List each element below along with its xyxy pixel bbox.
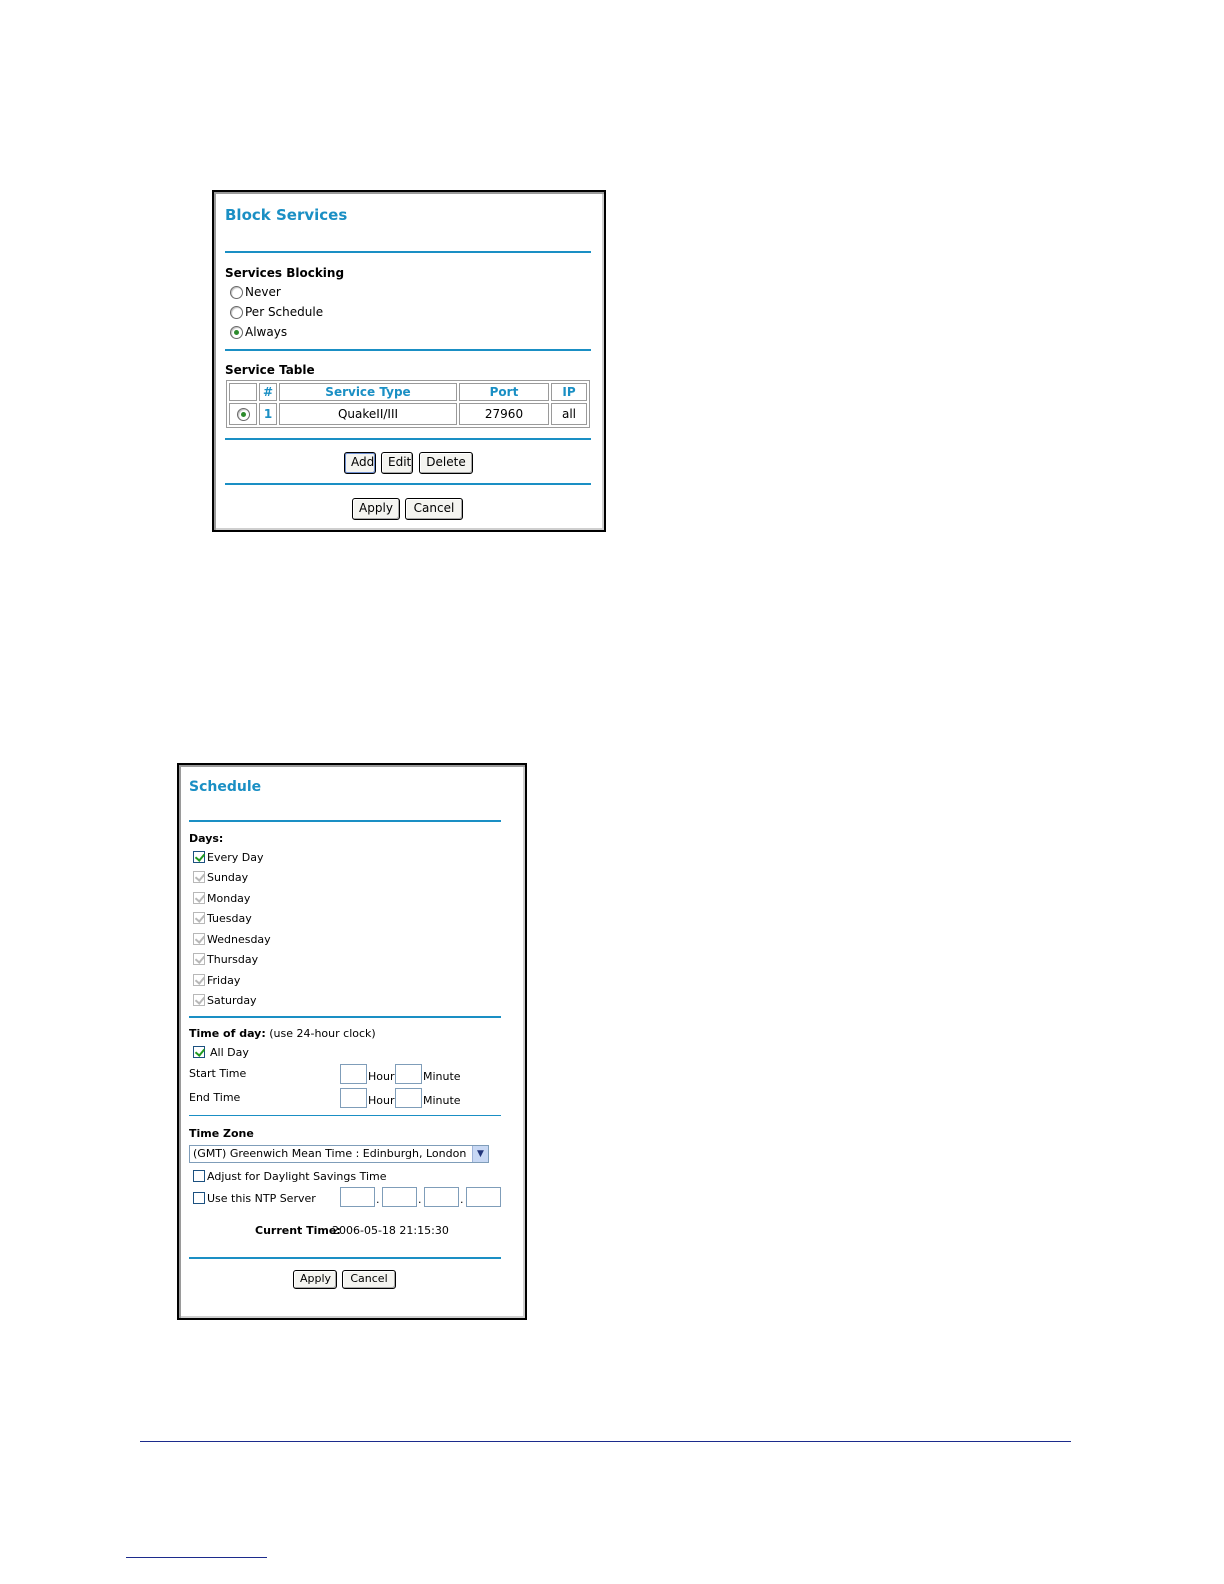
radio-never-label: Never xyxy=(245,285,281,299)
start-time-label: Start Time xyxy=(189,1067,247,1080)
wednesday-label: Wednesday xyxy=(207,933,271,946)
apply-button[interactable]: Apply xyxy=(352,498,400,520)
ntp-server-checkbox[interactable] xyxy=(193,1192,205,1204)
all-day-label: All Day xyxy=(210,1046,249,1059)
service-table-label: Service Table xyxy=(225,363,315,377)
ntp-server-label: Use this NTP Server xyxy=(207,1192,316,1205)
friday-label: Friday xyxy=(207,974,241,987)
cancel-button[interactable]: Cancel xyxy=(342,1270,396,1289)
ntp-dot: . xyxy=(418,1193,422,1206)
ntp-octet-3-input[interactable] xyxy=(424,1187,459,1207)
apply-button[interactable]: Apply xyxy=(293,1270,337,1289)
time-of-day-title: Time of day: xyxy=(189,1027,266,1040)
divider xyxy=(189,1016,501,1018)
table-cell-service-type: QuakeII/III xyxy=(279,403,457,425)
monday-label: Monday xyxy=(207,892,251,905)
end-minute-input[interactable] xyxy=(395,1088,422,1108)
start-hour-input[interactable] xyxy=(340,1064,367,1084)
radio-per-schedule-label: Per Schedule xyxy=(245,305,324,319)
services-blocking-label: Services Blocking xyxy=(225,266,345,280)
page-title: Schedule xyxy=(189,779,262,795)
table-cell-ip: all xyxy=(551,403,587,425)
chevron-down-icon[interactable]: ▼ xyxy=(472,1146,488,1162)
friday-checkbox[interactable] xyxy=(193,974,205,986)
saturday-checkbox[interactable] xyxy=(193,994,205,1006)
page-title: Block Services xyxy=(225,206,348,224)
thursday-label: Thursday xyxy=(207,953,259,966)
table-header-service-type: Service Type xyxy=(279,383,457,401)
divider xyxy=(189,1115,501,1116)
ntp-dot: . xyxy=(376,1193,380,1206)
table-cell-select xyxy=(229,403,257,425)
row-select-radio[interactable] xyxy=(237,408,250,421)
divider xyxy=(225,349,591,351)
tuesday-label: Tuesday xyxy=(207,912,252,925)
delete-button[interactable]: Delete xyxy=(419,452,473,474)
time-zone-value: (GMT) Greenwich Mean Time : Edinburgh, London xyxy=(193,1147,467,1160)
add-button[interactable]: Add xyxy=(344,452,376,474)
table-header-num: # xyxy=(259,383,277,401)
time-zone-label: Time Zone xyxy=(189,1127,254,1140)
end-hour-label: Hour xyxy=(368,1094,395,1107)
ntp-octet-4-input[interactable] xyxy=(466,1187,501,1207)
table-header-port: Port xyxy=(459,383,549,401)
saturday-label: Saturday xyxy=(207,994,257,1007)
monday-checkbox[interactable] xyxy=(193,892,205,904)
sunday-checkbox[interactable] xyxy=(193,871,205,883)
current-time-value: 2006-05-18 21:15:30 xyxy=(332,1224,449,1237)
table-header-select xyxy=(229,383,257,401)
time-of-day-label xyxy=(189,1027,376,1040)
block-services-panel xyxy=(212,190,606,532)
start-minute-input[interactable] xyxy=(395,1064,422,1084)
daylight-savings-checkbox[interactable] xyxy=(193,1170,205,1182)
ntp-octet-2-input[interactable] xyxy=(382,1187,417,1207)
every-day-checkbox[interactable] xyxy=(193,851,205,863)
end-minute-label: Minute xyxy=(423,1094,461,1107)
schedule-panel xyxy=(177,763,527,1320)
current-time-label: Current Time: xyxy=(255,1224,341,1237)
service-table xyxy=(226,380,590,428)
divider xyxy=(225,438,591,440)
all-day-checkbox[interactable] xyxy=(193,1046,205,1058)
divider xyxy=(189,1257,501,1259)
daylight-savings-label: Adjust for Daylight Savings Time xyxy=(207,1170,387,1183)
time-of-day-note: (use 24-hour clock) xyxy=(269,1027,376,1040)
cancel-button[interactable]: Cancel xyxy=(405,498,463,520)
ntp-octet-1-input[interactable] xyxy=(340,1187,375,1207)
ntp-dot: . xyxy=(460,1193,464,1206)
start-minute-label: Minute xyxy=(423,1070,461,1083)
table-cell-port: 27960 xyxy=(459,403,549,425)
days-label: Days: xyxy=(189,832,224,845)
divider xyxy=(225,483,591,485)
thursday-checkbox[interactable] xyxy=(193,953,205,965)
end-time-label: End Time xyxy=(189,1091,241,1104)
table-cell-num: 1 xyxy=(259,403,277,425)
end-hour-input[interactable] xyxy=(340,1088,367,1108)
footer-divider xyxy=(140,1441,1071,1442)
table-header-row xyxy=(229,383,587,401)
table-row[interactable] xyxy=(229,403,587,425)
radio-always[interactable] xyxy=(230,326,243,339)
start-hour-label: Hour xyxy=(368,1070,395,1083)
radio-always-label: Always xyxy=(245,325,288,339)
footer-link-underline xyxy=(126,1557,267,1558)
edit-button[interactable]: Edit xyxy=(381,452,413,474)
every-day-label: Every Day xyxy=(207,851,264,864)
radio-never[interactable] xyxy=(230,286,243,299)
divider xyxy=(225,251,591,253)
sunday-label: Sunday xyxy=(207,871,249,884)
time-zone-select[interactable] xyxy=(189,1145,489,1163)
tuesday-checkbox[interactable] xyxy=(193,912,205,924)
radio-per-schedule[interactable] xyxy=(230,306,243,319)
table-header-ip: IP xyxy=(551,383,587,401)
wednesday-checkbox[interactable] xyxy=(193,933,205,945)
divider xyxy=(189,820,501,822)
